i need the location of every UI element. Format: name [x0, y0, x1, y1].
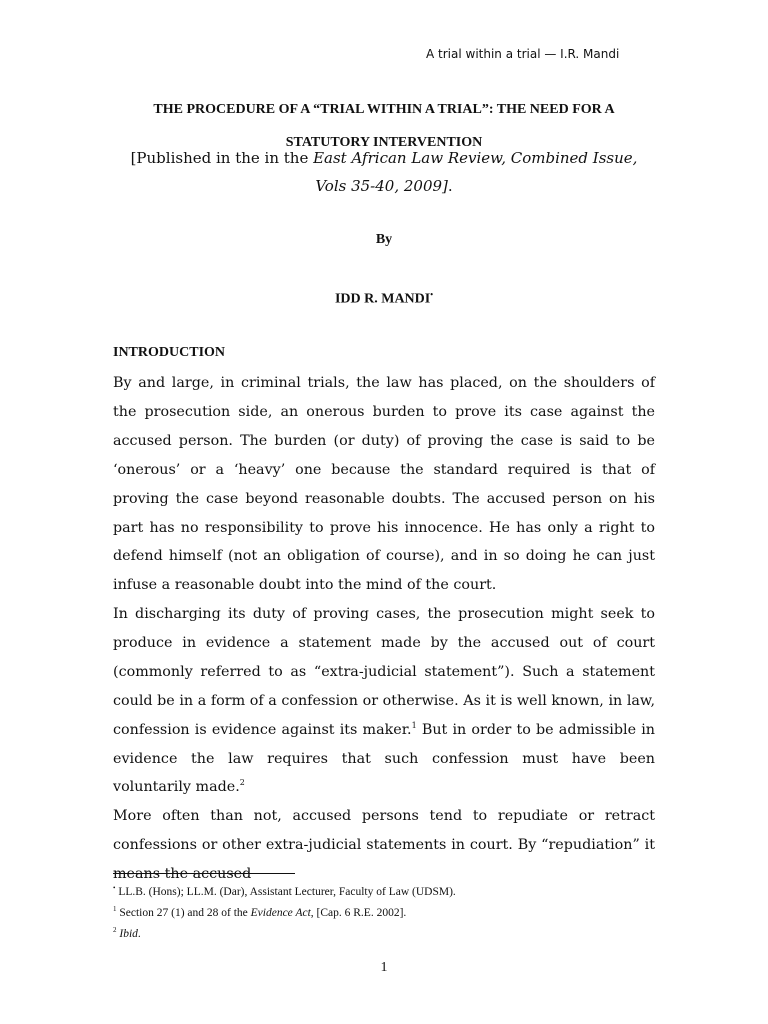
- author-name: IDD R. MANDI: [334, 291, 431, 307]
- footnote-author-mark: •: [113, 884, 116, 892]
- footnote-1-post: , [Cap. 6 R.E. 2002].: [310, 906, 407, 919]
- publication-journal: East African Law Review, Combined Issue, Vols 35-40, 2009]: [313, 149, 638, 195]
- footnote-1: [113, 901, 673, 922]
- paragraph-1: By and large, in criminal trials, the law has placed, on the shoulders of the prosecution side, an onerous burden to prove its case against the accused person. The burden (or duty) of proving the case is said to be ‘onerous’ or a ‘heavy’ one because the standard required is that of proving the case beyond reasonable doubts. The accused person on his part has no responsibility to prove his innocence. He has only a right to defend himself (not an obligation of course), and in so doing he can just infuse a reasonable doubt into the mind of the court.: [113, 375, 655, 594]
- paper-title-line-2: STATUTORY INTERVENTION: [285, 135, 483, 150]
- author-name-line: [113, 290, 655, 308]
- paragraph-2: [113, 600, 655, 802]
- footnote-2-italic: Ibid: [119, 927, 138, 940]
- byline: By: [375, 232, 393, 247]
- paragraph-2-text-a: In discharging its duty of proving cases, the prosecution might seek to produce in evidence a statement made by the accused out of court (commonly referred to as “extra-judicial statement”). Such a statement could be in a form of a confession or otherwise. As it is well known, in law, confession is evidence against its maker.: [113, 606, 655, 738]
- footnote-2: $^2$ Ibid.: [113, 925, 141, 940]
- paragraph-2-text-b: But in order to be admissible in evidence the law requires that such confession must have been voluntarily made.: [113, 721, 655, 796]
- footnote-1-pre: Section 27 (1) and 28 of the: [116, 906, 251, 919]
- publication-note: [113, 144, 655, 200]
- paragraph-3: More often than not, accused persons tend to repudiate or retract confessions or other extra-judicial statements in court. By “repudiation” it means the accused: [113, 808, 655, 882]
- publication-prefix: [Published in the in the: [130, 149, 314, 167]
- footnote-1-italic: Evidence Act: [250, 906, 311, 919]
- footnote-ref-1: 1: [411, 720, 417, 730]
- footnote-divider: [113, 873, 295, 874]
- running-header: A trial within a trial — I.R. Mandi: [426, 47, 620, 61]
- footnotes: [113, 880, 673, 942]
- section-heading: INTRODUCTION: [113, 345, 226, 360]
- footnote-author-text: LL.B. (Hons); LL.M. (Dar), Assistant Lecturer, Faculty of Law (UDSM).: [115, 885, 456, 898]
- footnote-2-mark: 2: [113, 925, 117, 934]
- paper-title-line-1: THE PROCEDURE OF A “TRIAL WITHIN A TRIAL”: THE NEED FOR A: [153, 102, 615, 117]
- footnote-ref-2: 2: [239, 778, 245, 788]
- footnote-1-mark: 1: [113, 904, 117, 913]
- publication-suffix: .: [447, 177, 453, 195]
- page-number: 1: [380, 960, 388, 975]
- footnote-author: [113, 880, 673, 901]
- author-footnote-mark: •: [430, 290, 434, 299]
